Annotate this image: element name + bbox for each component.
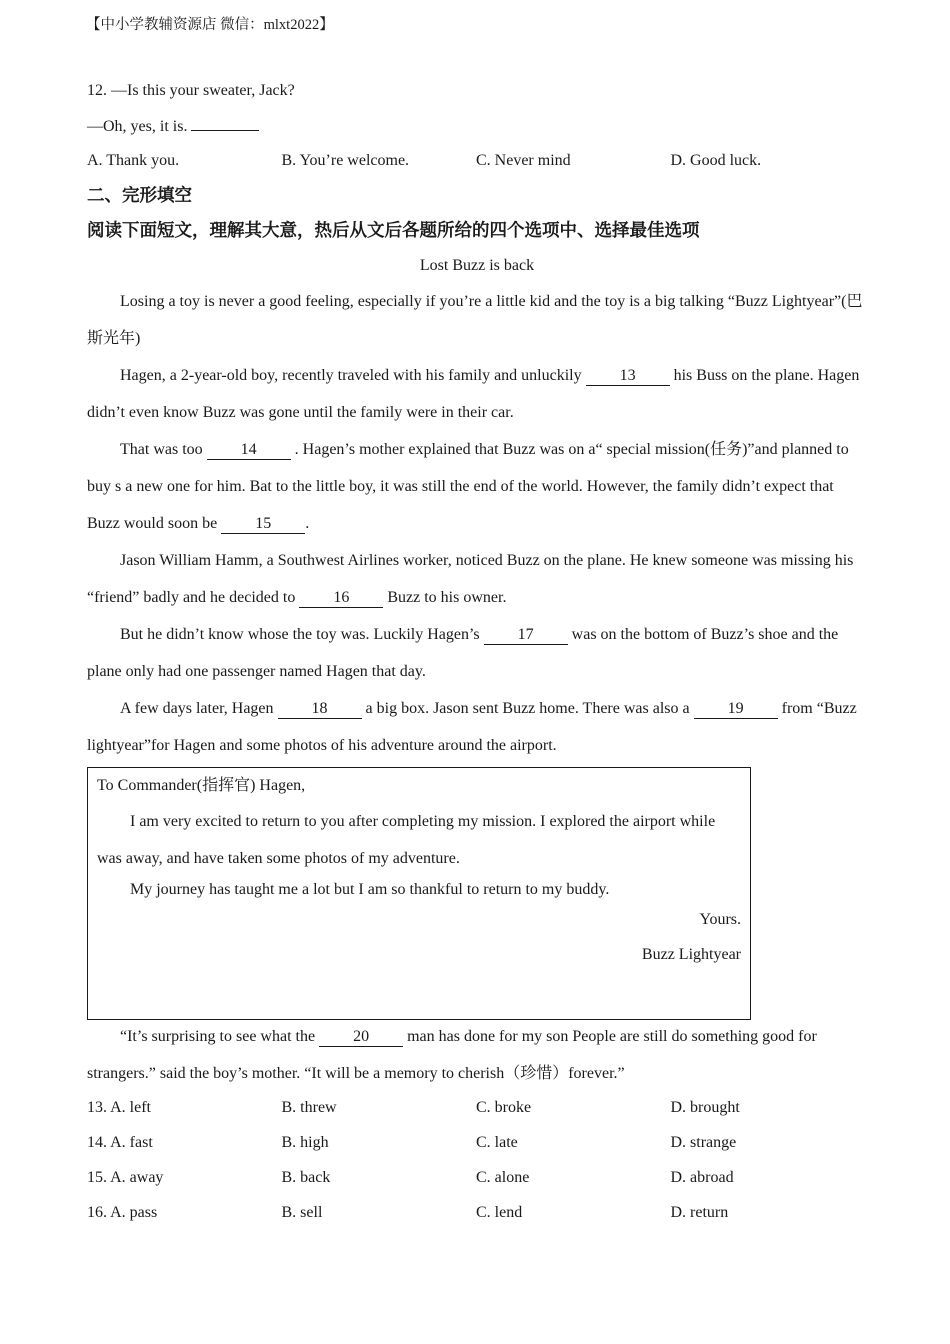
- question-12-options: [87, 149, 867, 184]
- passage-paragraph-4: [87, 542, 867, 616]
- option-c: C. alone: [476, 1169, 530, 1186]
- question-12-stem: 12. —Is this your sweater, Jack?: [87, 82, 295, 99]
- section-title: 二、完形填空: [87, 186, 192, 206]
- option-b: B. high: [281, 1134, 329, 1151]
- option-c: C. Never mind: [476, 152, 571, 169]
- option-d: D. abroad: [670, 1169, 734, 1186]
- passage-paragraph-2: [87, 357, 867, 431]
- letter-paragraph-1: I am very excited to return to you after completing my mission. I explored the airport while was away, and have taken some photos of my adventure.: [97, 813, 716, 867]
- paragraph-text: A few days later, Hagen: [120, 700, 278, 717]
- option-a: A. Thank you.: [87, 152, 180, 169]
- question-15-options: [87, 1166, 867, 1201]
- blank-15: 15: [221, 515, 305, 534]
- passage-paragraph-5: [87, 616, 867, 690]
- page-header: 【中小学教辅资源店 微信：mlxt2022】: [86, 17, 334, 33]
- paragraph-text: Jason William Hamm, a Southwest Airlines worker, noticed Buzz on the plane. He knew someone was missing his “friend” badly and he decided to: [87, 552, 854, 606]
- paragraph-text: But he didn’t know whose the toy was. Luckily Hagen’s: [120, 626, 484, 643]
- question-12-reply: [87, 114, 867, 149]
- option-d: D. strange: [670, 1134, 737, 1151]
- question-14-options: [87, 1131, 867, 1166]
- option-b: B. You’re welcome.: [281, 152, 410, 169]
- option-a: 16. A. pass: [87, 1204, 158, 1221]
- question-16-options: [87, 1201, 867, 1236]
- question-12-reply-text: —Oh, yes, it is.: [87, 118, 192, 135]
- blank-16: 16: [299, 589, 383, 608]
- letter-closing: Yours.: [699, 911, 741, 928]
- option-a: 14. A. fast: [87, 1134, 153, 1151]
- paragraph-text: .: [305, 515, 310, 532]
- paragraph-text: a big box. Jason sent Buzz home. There was also a: [361, 700, 694, 717]
- paragraph-text: his Buss on the plane. Hagen didn’t even know Buzz was gone until the family were in their car.: [87, 367, 860, 421]
- paragraph-text: Buzz to his owner.: [383, 589, 507, 606]
- passage-paragraph-6: [87, 690, 867, 764]
- option-b: B. back: [281, 1169, 331, 1186]
- option-a: 13. A. left: [87, 1099, 151, 1116]
- paragraph-text: That was too: [120, 441, 207, 458]
- blank-17: 17: [484, 626, 568, 645]
- option-a: 15. A. away: [87, 1169, 164, 1186]
- passage-paragraph-1: Losing a toy is never a good feeling, especially if you’re a little kid and the toy is a big talking “Buzz Lightyear”(巴斯光年): [87, 293, 863, 347]
- paragraph-text: “It’s surprising to see what the: [120, 1028, 320, 1045]
- option-c: C. broke: [476, 1099, 532, 1116]
- passage-title: Lost Buzz is back: [419, 257, 535, 274]
- paragraph-text: was on the bottom of Buzz’s shoe and the plane only had one passenger named Hagen that day.: [87, 626, 839, 680]
- option-b: B. sell: [281, 1204, 323, 1221]
- blank-14: 14: [207, 441, 291, 460]
- option-d: D. Good luck.: [670, 152, 762, 169]
- blank-18: 18: [278, 700, 362, 719]
- paragraph-text: Hagen, a 2-year-old boy, recently traveled with his family and unluckily: [120, 367, 586, 384]
- blank-13: 13: [586, 367, 670, 386]
- answer-blank: [191, 114, 259, 131]
- option-c: C. late: [476, 1134, 518, 1151]
- question-13-options: [87, 1096, 867, 1131]
- blank-19: 19: [694, 700, 778, 719]
- paragraph-text: man has done for my son People are still do something good for strangers.” said the boy’s mother. “It will be a memory to cherish（珍惜）forever.”: [87, 1028, 817, 1082]
- option-d: D. brought: [670, 1099, 740, 1116]
- letter-box: [87, 767, 751, 1020]
- passage-paragraph-7: [87, 1018, 867, 1092]
- blank-20: 20: [319, 1028, 403, 1047]
- option-c: C. lend: [476, 1204, 523, 1221]
- paragraph-text: from “Buzz lightyear”for Hagen and some photos of his adventure around the airport.: [87, 700, 857, 754]
- letter-salutation: To Commander(指挥官) Hagen,: [97, 777, 306, 794]
- passage-paragraph-3: [87, 431, 867, 542]
- letter-paragraph-2: My journey has taught me a lot but I am so thankful to return to my buddy.: [130, 881, 610, 898]
- option-d: D. return: [670, 1204, 729, 1221]
- option-b: B. threw: [281, 1099, 337, 1116]
- paragraph-text: . Hagen’s mother explained that Buzz was on a“ special mission(任务)”and planned to buy s a new one for him. Bat to the little boy, it was still the end of the world. However, the family didn’t expect that Buzz would soon be: [87, 441, 849, 532]
- document-content: [87, 79, 867, 1236]
- letter-signature: Buzz Lightyear: [641, 946, 741, 963]
- section-instructions: 阅读下面短文，理解其大意，热后从文后各题所给的四个选项中、选择最佳选项: [87, 221, 700, 241]
